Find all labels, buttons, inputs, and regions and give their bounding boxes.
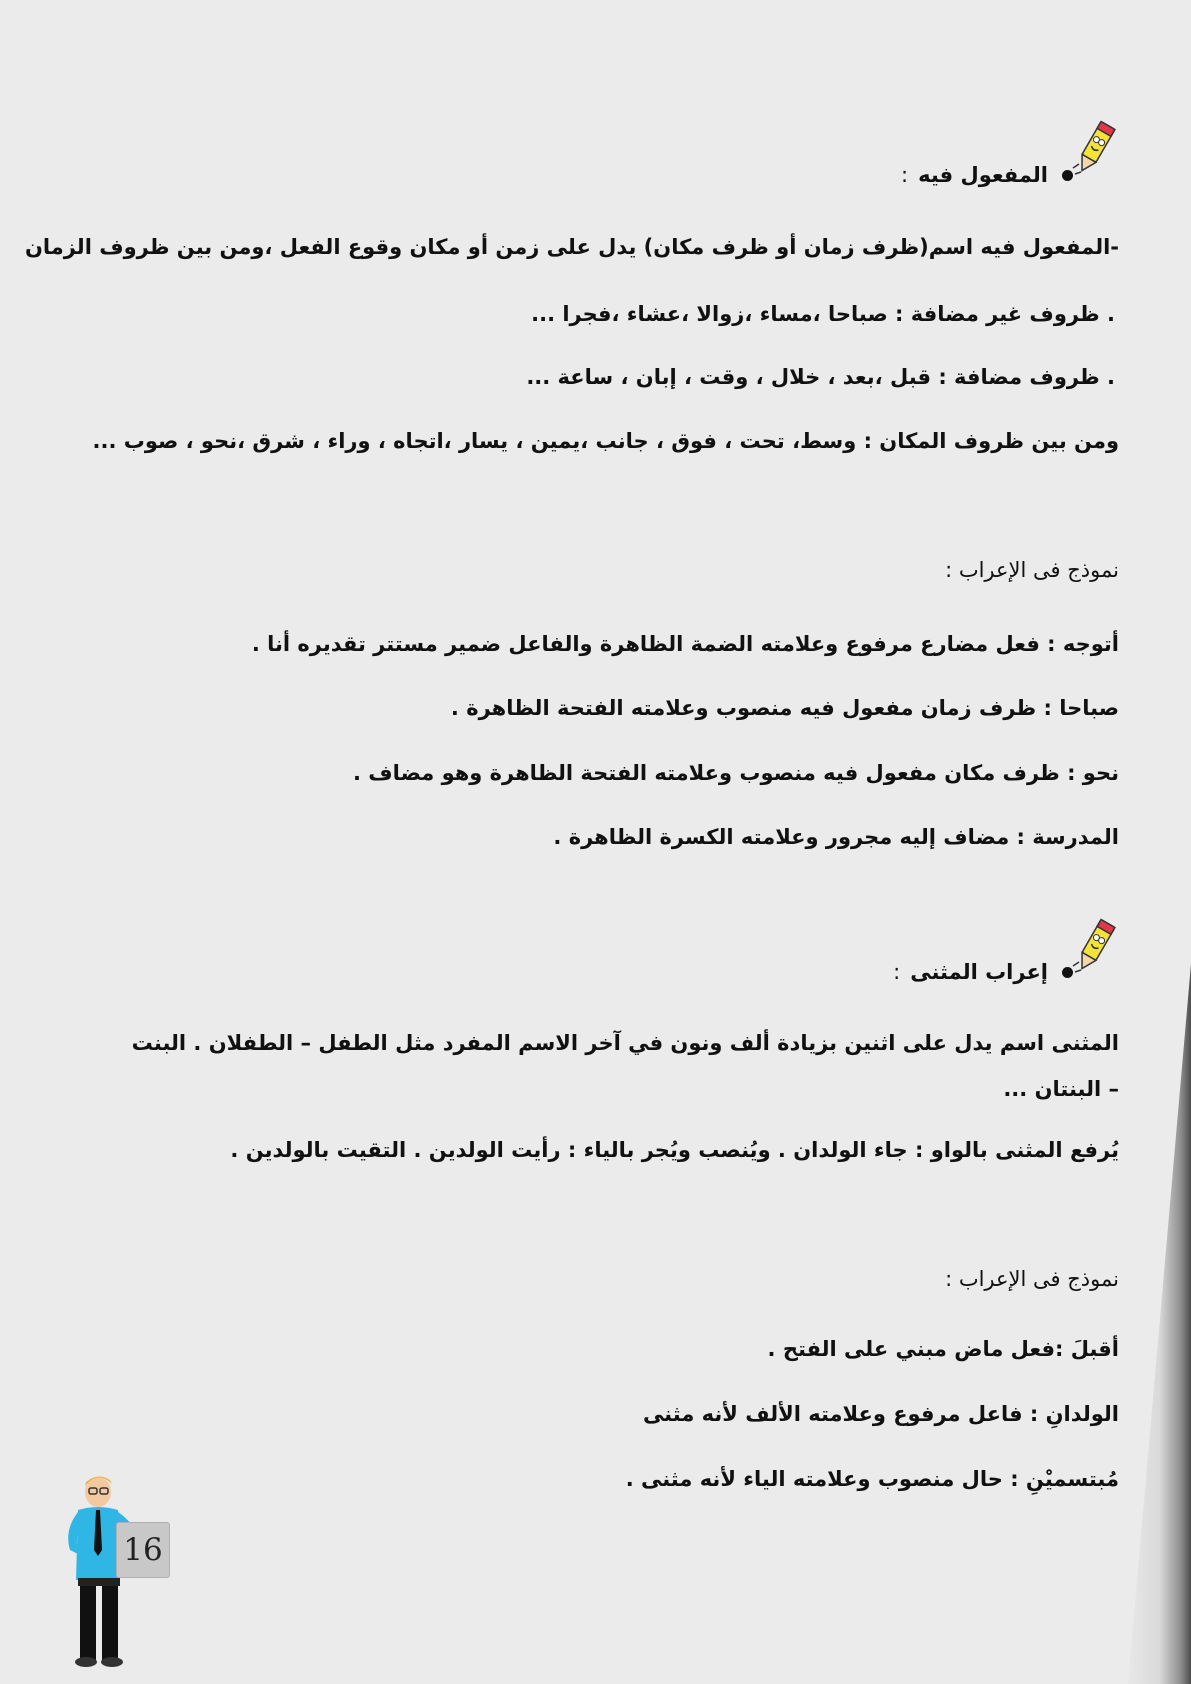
section-colon: : [893,960,901,984]
page-number: 16 [116,1522,170,1578]
section-heading-object-of-time [901,163,1073,187]
example-line: صباحا : ظرف زمان مفعول فيه منصوب وعلامته الفتحة الظاهرة . [450,696,1119,720]
example-line: مُبتسميْنِ : حال منصوب وعلامته الياء لأنه مثنى . [625,1467,1119,1491]
section-title: إعراب المثنى [910,960,1048,984]
dual-definition: المثنى اسم يدل على اثنين بزيادة ألف ونون في آخر الاسم المفرد مثل الطفل – الطفلان . البنت – البنتان ... [131,1031,1119,1101]
example-line: أتوجه : فعل مضارع مرفوع وعلامته الضمة الظاهرة والفاعل ضمير مستتر تقديره أنا . [251,632,1119,656]
section-heading-dual [893,960,1073,984]
example-line: الولدانِ : فاعل مرفوع وعلامته الألف لأنه مثنى [642,1402,1119,1426]
example-line: المدرسة : مضاف إليه مجرور وعلامته الكسرة الظاهرة . [553,825,1119,849]
added-adverbs: . ظروف مضافة : قبل ،بعد ، خلال ، وقت ، إبان ، ساعة ... [526,365,1115,389]
pencil-mascot-icon [1065,118,1125,180]
section-colon: : [901,163,909,187]
bullet-icon [1062,170,1073,181]
place-adverbs: ومن بين ظروف المكان : وسط، تحت ، فوق ، جانب ،يمين ، يسار ،اتجاه ، وراء ، شرق ،نحو ، صوب ... [92,429,1119,453]
example-line: نحو : ظرف مكان مفعول فيه منصوب وعلامته الفتحة الظاهرة وهو مضاف . [353,761,1119,785]
page-curl-decoration [1121,964,1191,1684]
bullet-icon [1062,967,1073,978]
non-added-adverbs: . ظروف غير مضافة : صباحا ،مساء ،زوالا ،عشاء ،فجرا ... [531,302,1115,326]
example-heading: نموذج فى الإعراب : [945,1267,1119,1291]
definition-text: -المفعول فيه اسم(ظرف زمان أو ظرف مكان) يدل على زمن أو مكان وقوع الفعل ،ومن بين ظروف الزمان [24,235,1119,259]
example-heading: نموذج فى الإعراب : [945,558,1119,582]
section-title: المفعول فيه [918,163,1048,187]
pencil-mascot-icon [1065,916,1125,978]
dual-rule: يُرفع المثنى بالواو : جاء الولدان . ويُنصب ويُجر بالياء : رأيت الولدين . التقيت بالولدين . [230,1138,1119,1162]
example-line: أقبلَ :فعل ماض مبني على الفتح . [767,1337,1119,1361]
